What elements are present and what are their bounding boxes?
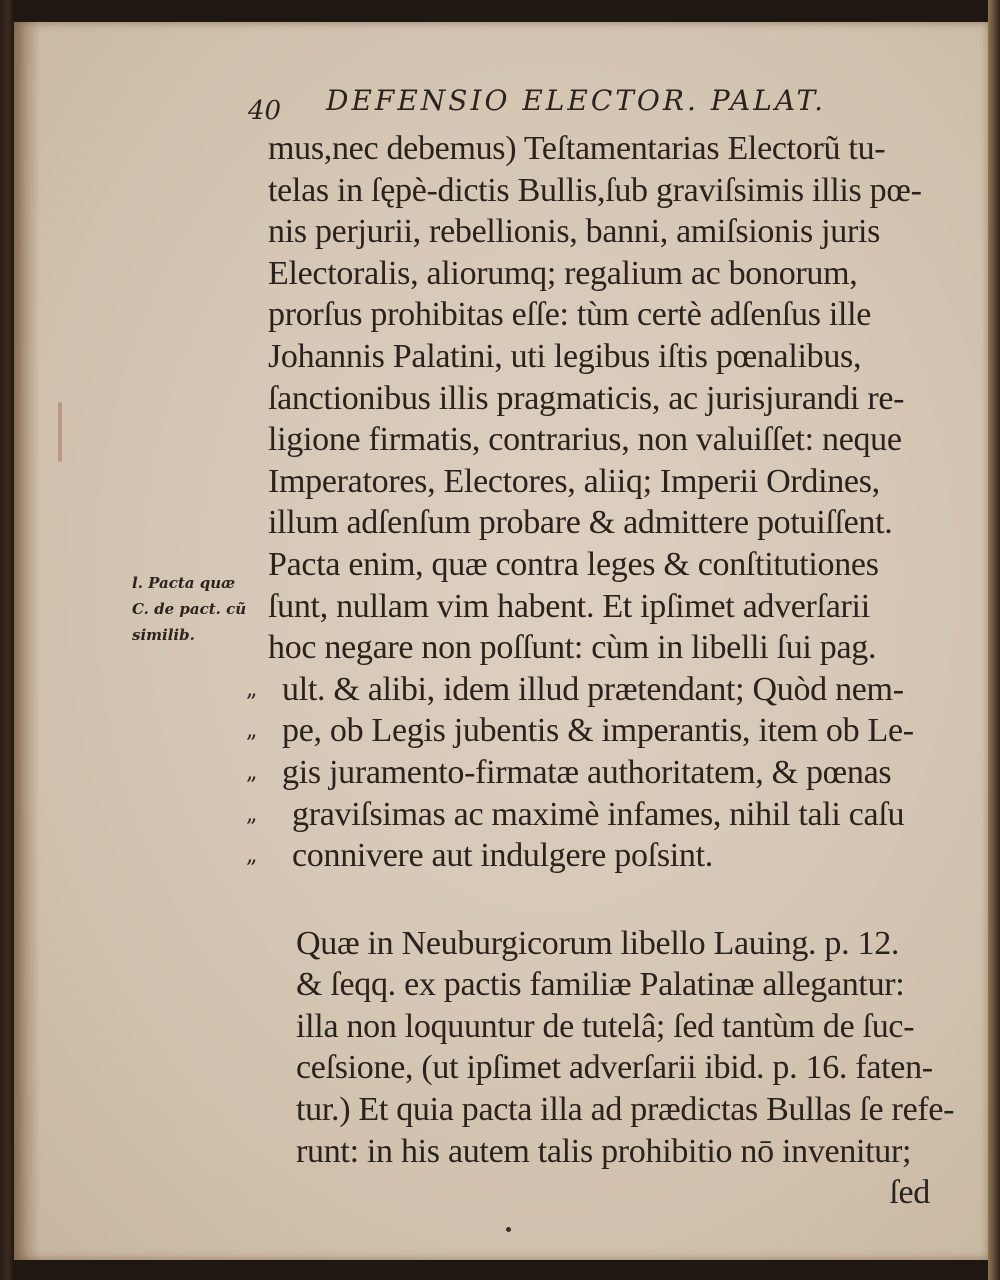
text-line: gis juramento-firmatæ authoritatem, & pœnas — [282, 753, 892, 791]
text-line: pe, ob Legis jubentis & imperantis, item ob Le- — [282, 712, 914, 750]
page — [14, 22, 988, 1260]
running-head: DEFENSIO ELECTOR. PALAT. — [326, 84, 826, 117]
quotation-mark: „ — [246, 801, 258, 827]
text-line: Pacta enim, quæ contra leges & conſtitutiones — [268, 545, 879, 583]
text-line: connivere aut indulgere poſsint. — [292, 837, 713, 875]
text-line: & ſeqq. ex pactis familiæ Palatinæ allegantur: — [296, 966, 905, 1004]
text-line: hoc negare non poſſunt: cùm in libelli ſui pag. — [268, 629, 877, 667]
page-number: 40 — [248, 96, 282, 126]
paper-stain — [58, 402, 62, 462]
quotation-mark: „ — [246, 718, 258, 744]
quoted-line — [246, 752, 948, 794]
text-line: nis perjurii, rebellionis, banni, amiſsionis juris — [268, 213, 881, 251]
text-line: ſunt, nullam vim habent. Et ipſimet adverſarii — [268, 587, 870, 625]
text-line: mus,nec debemus) Teſtamentarias Electorũ tu- — [268, 130, 886, 167]
quoted-line — [246, 835, 948, 877]
quoted-line — [246, 710, 948, 752]
text-line: ſanctionibus illis pragmaticis, ac jurisjurandi re- — [268, 379, 905, 417]
text-line: Electoralis, aliorumq; regalium ac bonorum, — [268, 254, 858, 292]
text-line: Imperatores, Electores, aliiq; Imperii Ordines, — [268, 462, 880, 500]
marginal-note-line: similib. — [132, 626, 195, 644]
text-line: runt: in his autem talis prohibitio nō invenitur; — [296, 1132, 912, 1170]
text-line: ceſsione, (ut ipſimet adverſarii ibid. p. 16. faten- — [296, 1049, 933, 1087]
marginal-note-line: C. de pact. cũ — [132, 600, 247, 618]
paragraph-gap — [268, 877, 948, 923]
marginal-note-line: l. Pacta quæ — [132, 574, 236, 592]
text-line: Johannis Palatini, uti legibus iſtis pœnalibus, — [268, 337, 862, 375]
text-line: prorſus prohibitas eſſe: tùm certè adſenſus ille — [268, 296, 872, 334]
quoted-line — [246, 794, 948, 836]
marginal-note — [132, 570, 262, 648]
text-line: graviſsimas ac maximè infames, nihil tali caſu — [292, 795, 905, 833]
text-line: ult. & alibi, idem illud prætendant; Quòd nem- — [282, 670, 904, 708]
text-line: illa non loquuntur de tutelâ; ſed tantùm de ſuc- — [296, 1007, 915, 1045]
ink-dot — [506, 1227, 511, 1232]
quotation-mark: „ — [246, 843, 258, 869]
text-line: tur.) Et quia pacta illa ad prædictas Bullas ſe refe- — [296, 1091, 955, 1129]
catchword: ſed — [889, 1174, 930, 1212]
page-header — [240, 80, 860, 126]
book-edge — [988, 0, 1000, 1280]
quotation-mark: „ — [246, 759, 258, 785]
body-text — [246, 128, 955, 1214]
text-line: telas in ſępè-dictis Bullis,ſub graviſsimis illis pœ- — [268, 171, 922, 209]
text-line: illum adſenſum probare & admittere potuiſſent. — [268, 504, 893, 542]
quotation-mark: „ — [246, 676, 258, 702]
text-line: Quæ in Neuburgicorum libello Lauing. p. 12. — [296, 924, 900, 962]
text-line: ligione firmatis, contrarius, non valuiſſet: neque — [268, 421, 902, 459]
quoted-line — [246, 669, 948, 711]
